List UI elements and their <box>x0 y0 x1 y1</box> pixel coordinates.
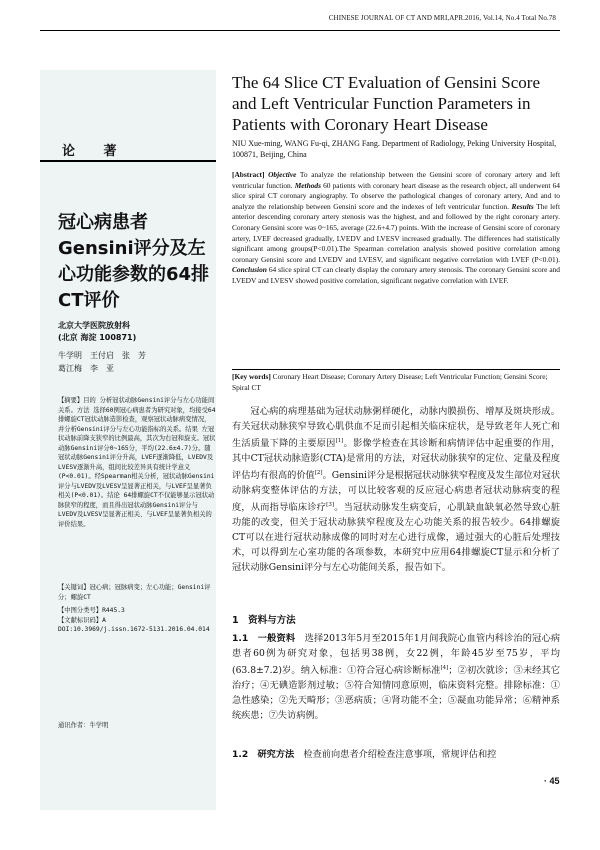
affiliation-line-1: 北京大学医院放射科 <box>58 321 130 330</box>
intro-part-b: 。影像学检查在其诊断和病情评估中起重要的作用，其中CT冠状动脉造影(CTA)是常用的方法，对冠状动脉狭窄的定位、定量及程度评估均有很高的价值 <box>232 438 561 482</box>
chinese-authors <box>58 349 218 375</box>
chinese-keywords: 【关键词】冠心病；冠脉病变；左心功能；Gensini评分；螺旋CT <box>58 584 211 601</box>
intro-part-c: 。Gensini评分是根据冠状动脉狭窄程度及发生部位对冠状动脉病变整体评估的方法，可以比较客观的反应冠心病患者冠状动脉病变的程度，从而指导临床诊疗 <box>232 470 561 514</box>
english-title: The 64 Slice CT Evaluation of Gensini Score and Left Ventricular Function Parameters in Patients with Coronary Heart Disease <box>232 73 540 134</box>
reference-1: [1] <box>335 438 344 444</box>
abstract-label: [Abstract] <box>232 170 265 179</box>
section-heading-methods: 1 资料与方法 <box>232 615 296 626</box>
conclusion-text: 64 slice spiral CT can clearly display the coronary artery stenosis. The coronary Gensini score and LVEDV and LVESV showed positive correlation, significant negative correlation with LVEF. <box>232 265 560 285</box>
objective-label: Objective <box>268 170 297 179</box>
corresponding-author: 通讯作者：牛学明 <box>58 722 109 729</box>
objective-text: To analyze the relationship between the Gensini score of coronary artery and left ventricular function. <box>232 170 560 190</box>
page-number: · 45 <box>544 776 560 786</box>
authors-line-2: 葛江梅 李 亚 <box>58 364 114 373</box>
reference-4: [4] <box>440 665 449 671</box>
english-abstract <box>232 170 560 287</box>
authors-line-1: 牛学明 王付启 张 芳 <box>58 351 146 360</box>
intro-part-d: 。当冠状动脉发生病变后，心肌缺血缺氧必然导致心脏功能的改变，但关于冠状动脉狭窄程度及左心功能关系的报告较少。64排螺旋CT可以在进行冠状动脉成像的同时对左心进行成像，通过强大的心脏后处理技术，可以得到左心室功能的各项参数，本研究中应用64排螺旋CT显示和分析了冠状动脉Gensini评分与左心功能间关系，报告如下。 <box>232 502 561 574</box>
reference-3: [3] <box>326 502 334 509</box>
english-authors: NIU Xue-ming, WANG Fu-qi, ZHANG Fang. Department of Radiology, Peking University Hospital, 100871, Beijing, China <box>232 139 557 159</box>
intro-part-a: 冠心病的病理基础为冠状动脉粥样硬化，动脉内膜损伤、增厚及斑块形成。有关冠状动脉狭窄导致心肌供血不足而引起相关临床症状，是导致老年人死亡和生活质量下降的主要原因 <box>232 406 560 450</box>
subheading-general-data: 1.1 一般资料 <box>232 633 296 644</box>
column-rule <box>40 160 216 162</box>
column-label: 论 著 <box>62 144 129 159</box>
paragraph-general-data <box>232 631 560 723</box>
subheading-research-method: 1.2 研究方法 <box>232 749 295 760</box>
paragraph-research-method <box>232 747 560 762</box>
chinese-affiliation <box>58 320 136 344</box>
chinese-abstract: 【摘要】目的 分析冠状动脉Gensini评分与左心功能间关系。方法 选择60例冠心病患者为研究对象，均接受64排螺旋CT冠状动脉造影检查，观察冠状动脉病变情况，并分析Gensini评分与左心功能指标的关系。结果 左冠状动脉前降支狭窄的比例最高，其次为右冠和旋支。冠状动脉Gensini评分0~165分，平均(22.6±4.7)分。随冠状动脉Gensini评分升高，LVEF逐渐降低，LVEDV及LVESV逐渐升高，组间比较差异具有统计学意义(P<0.01)。经Spearman相关分析，冠状动脉Gensini评分与LVEDV及LVESV呈显著正相关，与LVEF呈显著负相关(P<0.01)。结论 64排螺旋CT不仅能够显示冠状动脉狭窄的程度，而且得出冠状动脉Gensini评分与LVEDV及LVESV呈显著正相关、与LVEF呈显著负相关的评价结果。 <box>58 397 216 528</box>
conclusion-label: Conclusion <box>232 265 267 275</box>
journal-header: CHINESE JOURNAL OF CT AND MRI,APR.2016, Vol.14, No.4 Total No.78 <box>328 14 556 22</box>
doi: DOI:10.3969/j.issn.1672-5131.2016.04.014 <box>58 626 210 633</box>
keywords-text: Coronary Heart Disease; Coronary Artery Disease; Left Ventricular Function; Gensini Score; Spiral CT <box>232 372 548 392</box>
header-rule <box>40 30 560 31</box>
methods-label: Methods <box>294 180 321 190</box>
methods-text: 60 patients with coronary heart disease as the research object, all underwent 64 slice spiral CT coronary angiography. To observe the pathological changes of coronary artery, And and to analyze the relationship between Gensini score and the indexes of left ventricular function. <box>232 180 560 211</box>
affiliation-line-2: (北京 海淀 100871) <box>58 333 137 342</box>
chinese-meta <box>58 606 216 635</box>
introduction-paragraph <box>232 404 560 575</box>
clc-number: 【中图分类号】R445.3 <box>58 607 125 614</box>
general-data-part-a: 选择2013年5月至2015年1月间我院心血管内科诊治的冠心病患者60例为研究对象，包括男38例，女22例，年龄45岁至75岁，平均(63.8±7.2)岁。纳入标准：①符合冠心病诊断标准 <box>232 633 561 677</box>
keywords-label: [Key words] <box>232 372 271 381</box>
english-keywords <box>232 371 560 393</box>
results-label: Results <box>511 201 534 211</box>
chinese-title: 冠心病患者Gensini评分及左心功能参数的64排CT评价 <box>58 212 210 311</box>
keywords-rule <box>232 369 560 370</box>
general-data-part-b: ；②初次就诊；③未经其它治疗；④无碘造影剂过敏；⑤符合知情同意原则，临床资料完整。排除标准：①急性感染；②先天畸形；③恶病质；④肾功能不全；⑤凝血功能异常；⑥精神系统疾患；⑦失访病例。 <box>232 665 561 722</box>
results-text: The left anterior descending coronary artery stenosis was the highest, and and followed by the right coronary artery. Coronary Gensini score was 0~165, average (22.6+4.7) points. With the increase of Gensini score of coronary artery, LVEF decreased gradually, LVEDV and LVESV increased gradually. The differences had statistically significant among groups(P<0.01).The Spearman correlation analysis showed positive correlation among coronary Gensini score and LVEDV and LVESV, and significant negative correlation with LVEF (P<0.01). <box>232 201 561 264</box>
document-code: 【文献标识码】A <box>58 616 106 624</box>
reference-2: [2] <box>314 470 323 477</box>
research-method-text: 检查前向患者介绍检查注意事项，常规评估和控 <box>294 749 497 760</box>
